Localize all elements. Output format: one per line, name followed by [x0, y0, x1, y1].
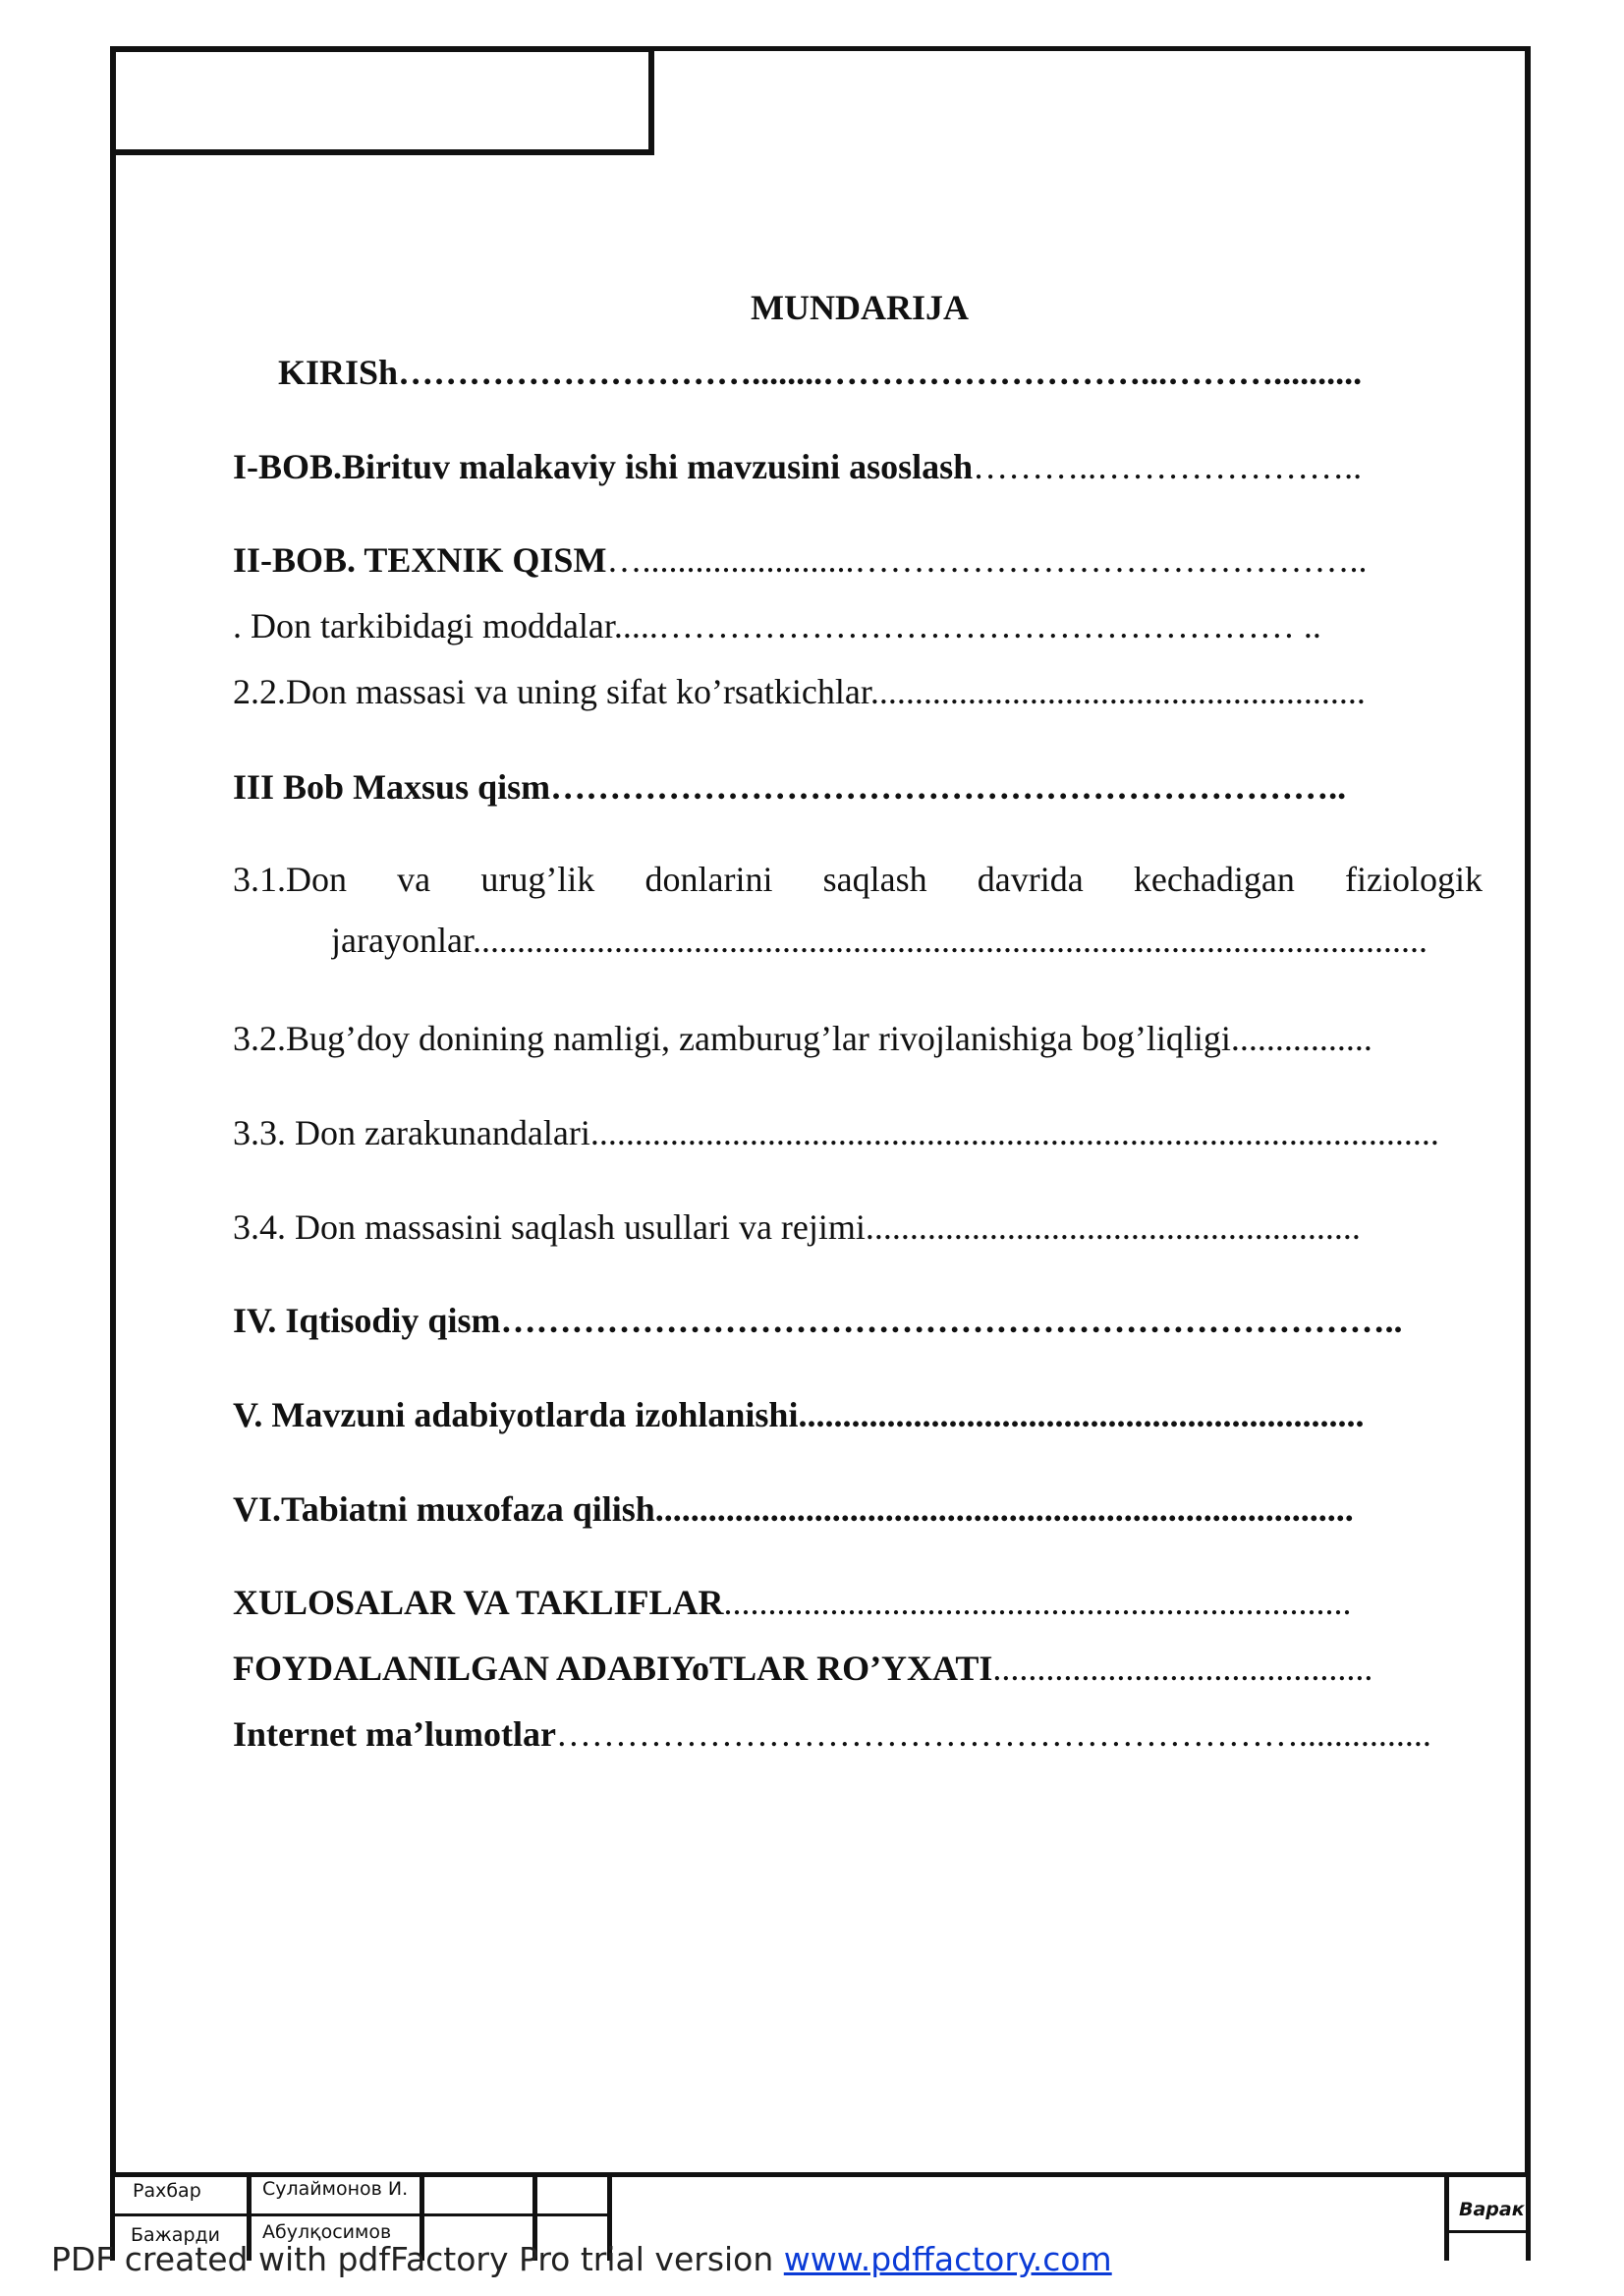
toc-item-dots: ………..…………………..	[973, 447, 1363, 486]
toc-item-dots: ...........................................	[992, 1649, 1373, 1688]
toc-item-dots: .....……………………………………………… ..	[613, 606, 1321, 645]
toc-item-label: 3.2.Bug’doy donining namligi, zamburug’lar rivojlanishiga bog’liqligi	[233, 1019, 1231, 1058]
toc-item-conclusions	[233, 1582, 1483, 1629]
toc-item-label: Internet ma’lumotlar	[233, 1714, 556, 1754]
toc-item-dots: …………………………………………………………………..	[500, 1301, 1403, 1340]
toc-item-label: 3.3. Don zarakunandalari	[233, 1113, 590, 1152]
toc-item-chapter-6	[233, 1488, 1483, 1536]
toc-item-label: IV. Iqtisodiy qism	[233, 1301, 501, 1340]
title-block-divider	[1526, 2172, 1531, 2261]
toc-item-3-4	[233, 1206, 1483, 1254]
toc-item-dots: ...............................................................................	[654, 1489, 1354, 1529]
toc-item-dots: ............................................................................................................	[472, 921, 1428, 960]
toc-item-dots: …........................……………………………………..	[606, 540, 1368, 580]
toc-item-3-1-second-line	[331, 920, 1483, 961]
toc-word: davrida	[977, 860, 1084, 899]
title-block-divider	[1444, 2172, 1449, 2261]
toc-item-label: jarayonlar	[331, 921, 473, 960]
toc-word: kechadigan	[1133, 860, 1295, 899]
title-block-author-role: Бажарди	[131, 2224, 220, 2246]
pdf-footer	[51, 2240, 1230, 2278]
toc-item-dots: …………………………........………………………...………..........	[398, 353, 1363, 392]
toc-item-dots: ................................................................................................	[589, 1113, 1439, 1152]
title-block-row-line	[1444, 2230, 1531, 2233]
toc-item-label: VI.Tabiatni muxofaza qilish	[233, 1489, 655, 1529]
toc-item-label: III Bob Maxsus qism	[233, 767, 551, 807]
toc-item-label: . Don tarkibidagi moddalar	[233, 606, 614, 645]
toc-item-label: KIRISh	[278, 353, 399, 392]
title-block-row-line	[110, 2213, 611, 2216]
toc-item-references	[233, 1648, 1483, 1695]
pdf-footer-link[interactable]: www.pdffactory.com	[783, 2240, 1112, 2278]
toc-item-2-2	[233, 671, 1483, 718]
toc-item-kirish	[278, 352, 1483, 399]
toc-word: va	[397, 860, 431, 899]
toc-item-chapter-1	[233, 446, 1483, 493]
toc-item-dots: ………………………………………………………...............	[555, 1714, 1431, 1754]
toc-item-3-2	[233, 1018, 1483, 1065]
corner-stamp-box	[110, 46, 654, 155]
toc-item-label: II-BOB. TEXNIK QISM	[233, 540, 607, 580]
toc-item-dots: …………………………………………………………..	[550, 767, 1347, 807]
title-block-supervisor-name: Сулаймонов И.	[262, 2178, 409, 2200]
toc-item-3-1-first-line	[233, 859, 1483, 900]
toc-item-3-3	[233, 1112, 1483, 1159]
toc-item-label: 2.2.Don massasi va uning sifat ko’rsatkichlar	[233, 672, 870, 711]
toc-item-chapter-5	[233, 1394, 1483, 1441]
toc-item-dots: ........................................................	[869, 672, 1366, 711]
toc-word: urug’lik	[480, 860, 595, 899]
title-block-author-name: Абулқосимов	[262, 2221, 392, 2243]
toc-item-dots: ........................................................	[865, 1207, 1361, 1247]
toc-item-label: V. Mavzuni adabiyotlarda izohlanishi	[233, 1395, 799, 1434]
toc-item-label: XULOSALAR VA TAKLIFLAR	[233, 1583, 724, 1622]
pdf-footer-text: PDF created with pdfFactory Pro trial version	[51, 2240, 784, 2278]
toc-item-label: I-BOB.Birituv malakaviy ishi mavzusini asoslash	[233, 447, 974, 486]
toc-item-dots: ................................................................	[798, 1395, 1365, 1434]
toc-item-internet	[233, 1713, 1483, 1761]
toc-item-label: FOYDALANILGAN ADABIYoTLAR RO’YXATI	[233, 1649, 993, 1688]
document-title: MUNDARIJA	[751, 288, 969, 327]
toc-item-chapter-4	[233, 1300, 1483, 1347]
toc-item-chapter-3	[233, 766, 1483, 813]
toc-item-label: 3.4. Don massasini saqlash usullari va rejimi	[233, 1207, 866, 1247]
toc-item-2-1	[233, 605, 1483, 652]
toc-item-dots: .......................................................................	[723, 1583, 1352, 1622]
title-block-top-line	[110, 2172, 1531, 2177]
title-block-sheet-label: Варак	[1459, 2199, 1525, 2220]
toc-item-chapter-2	[233, 539, 1483, 587]
toc-item-3-1	[233, 859, 1483, 961]
toc-item-dots: ................	[1230, 1019, 1372, 1058]
toc-word: 3.1.Don	[233, 860, 347, 899]
toc-word: fiziologik	[1345, 860, 1483, 899]
toc-word: saqlash	[822, 860, 927, 899]
toc-word: donlarini	[644, 860, 773, 899]
title-block-supervisor-role: Рахбар	[133, 2180, 201, 2202]
